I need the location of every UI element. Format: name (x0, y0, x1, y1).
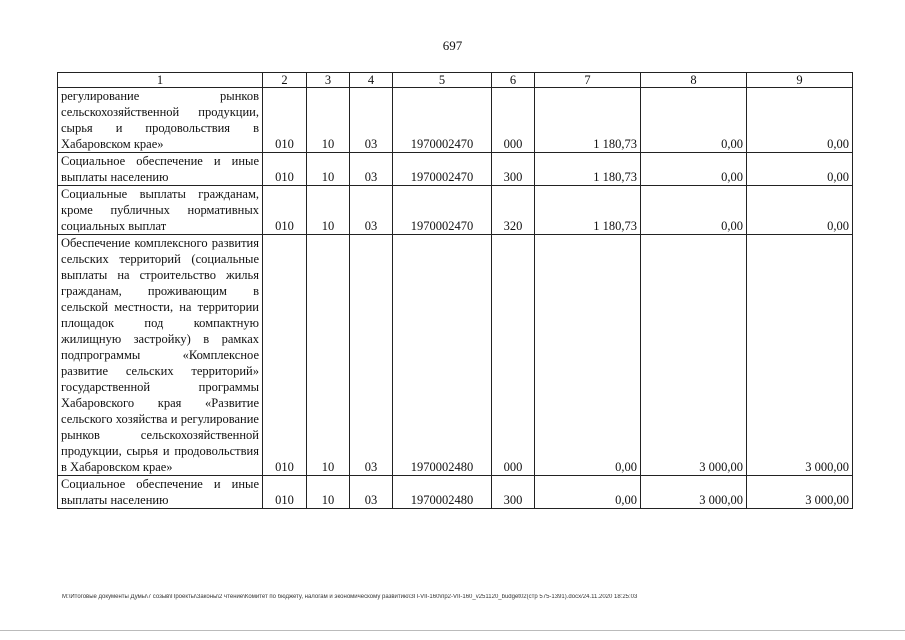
cell-value-9: 3 000,00 (747, 476, 853, 509)
column-header: 2 (263, 73, 307, 88)
cell-value-7: 1 180,73 (535, 186, 641, 235)
cell-value-8: 0,00 (641, 153, 747, 186)
row-name: Социальные выплаты гражданам, кроме публичных нормативных социальных выплат (58, 186, 263, 235)
cell-value-8: 3 000,00 (641, 476, 747, 509)
budget-table (57, 72, 853, 509)
cell-target: 1970002470 (393, 186, 492, 235)
cell-expense-type: 320 (492, 186, 535, 235)
cell-value-7: 1 180,73 (535, 153, 641, 186)
column-header: 4 (350, 73, 393, 88)
cell-target: 1970002480 (393, 235, 492, 476)
cell-code: 010 (263, 186, 307, 235)
column-header: 5 (393, 73, 492, 88)
footer-file-path: M:\Итоговые документы Думы\7 созыв\Проекты\Законы\2 чтение\Комитет по бюджету, налогам и экономическому развитию\ЗП-VII-160\пр2-VII-160_v251120_budget02(стр 575-1391).docx/24.11.2020 18:25:03 (62, 594, 638, 600)
cell-value-8: 0,00 (641, 186, 747, 235)
cell-subsection: 03 (350, 476, 393, 509)
cell-subsection: 03 (350, 153, 393, 186)
cell-value-7: 1 180,73 (535, 88, 641, 153)
cell-code: 010 (263, 153, 307, 186)
cell-value-8: 3 000,00 (641, 235, 747, 476)
cell-code: 010 (263, 476, 307, 509)
cell-subsection: 03 (350, 88, 393, 153)
row-name: Социальное обеспечение и иные выплаты населению (58, 153, 263, 186)
cell-section: 10 (307, 476, 350, 509)
table-row (58, 88, 853, 153)
bottom-divider (0, 630, 905, 631)
table-row (58, 235, 853, 476)
page-number: 697 (442, 38, 463, 53)
cell-value-9: 0,00 (747, 186, 853, 235)
table-row (58, 476, 853, 509)
cell-value-7: 0,00 (535, 235, 641, 476)
cell-value-8: 0,00 (641, 88, 747, 153)
table-row (58, 153, 853, 186)
cell-expense-type: 000 (492, 235, 535, 476)
cell-section: 10 (307, 153, 350, 186)
cell-target: 1970002470 (393, 153, 492, 186)
cell-subsection: 03 (350, 235, 393, 476)
cell-target: 1970002480 (393, 476, 492, 509)
cell-expense-type: 300 (492, 153, 535, 186)
row-name: Социальное обеспечение и иные выплаты населению (58, 476, 263, 509)
column-header: 6 (492, 73, 535, 88)
cell-value-9: 0,00 (747, 88, 853, 153)
cell-subsection: 03 (350, 186, 393, 235)
column-header: 8 (641, 73, 747, 88)
cell-code: 010 (263, 235, 307, 476)
cell-expense-type: 300 (492, 476, 535, 509)
cell-expense-type: 000 (492, 88, 535, 153)
cell-value-7: 0,00 (535, 476, 641, 509)
column-header: 7 (535, 73, 641, 88)
cell-code: 010 (263, 88, 307, 153)
column-header: 1 (58, 73, 263, 88)
cell-value-9: 3 000,00 (747, 235, 853, 476)
column-header: 9 (747, 73, 853, 88)
header-row (58, 73, 853, 88)
row-name: Обеспечение комплексного развития сельских территорий (социальные выплаты на строительство жилья гражданам, проживающим в сельской местности, на территории площадок под компактную жилищную застройку) в рамках подпрограммы «Комплексное развитие сельских территорий» государственной программы Хабаровского края «Развитие сельского хозяйства и регулирование рынков сельскохозяйственной продукции, сырья и продовольствия в Хабаровском крае» (58, 235, 263, 476)
cell-section: 10 (307, 186, 350, 235)
cell-section: 10 (307, 88, 350, 153)
row-name: регулирование рынков сельскохозяйственной продукции, сырья и продовольствия в Хабаровском крае» (58, 88, 263, 153)
column-header: 3 (307, 73, 350, 88)
table-row (58, 186, 853, 235)
cell-target: 1970002470 (393, 88, 492, 153)
cell-value-9: 0,00 (747, 153, 853, 186)
cell-section: 10 (307, 235, 350, 476)
